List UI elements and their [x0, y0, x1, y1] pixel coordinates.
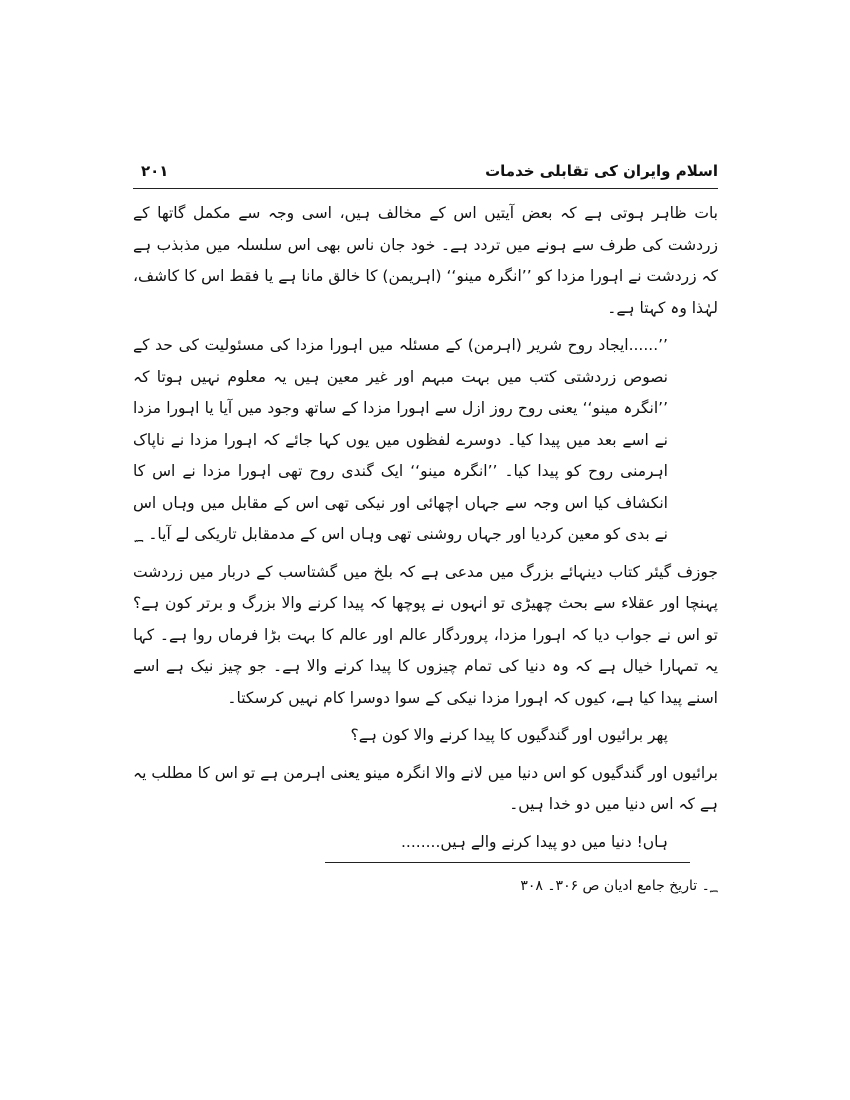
paragraph-quote: ’’......ایجاد روح شریر (اہرمن) کے مسئلہ میں اہورا مزدا کی مسئولیت کی حد کے نصوص زردشتی کتب میں بہت مبہم اور غیر معین ہیں یہ معلوم نہیں ہوتا کہ ’’انگرہ مینو‘‘ یعنی روح روز ازل سے اہورا مزدا کے ساتھ وجود میں آیا یا اہورا مزدا نے اسے بعد میں پیدا کیا۔ دوسرے لفظوں میں یوں کہا جائے کہ اہورا مزدا نے ناپاک اہرمنی روح کو پیدا کیا۔ ’’انگرہ مینو‘‘ ایک گندی روح تھی اہورا مزدا نے اس کا انکشاف کیا اس وجہ سے جہاں اچھائی اور نیکی تھی اس کے مقابل میں وہاں اس نے بدی کو معین کردیا اور جہاں روشنی تھی وہاں اس کے مدمقابل تاریکی لے آیا۔ ؁: [133, 336, 668, 543]
footnote-rule: [325, 862, 690, 863]
paragraph: برائیوں اور گندگیوں کو اس دنیا میں لانے والا انگرہ مینو یعنی اہرمن ہے تو اس کا مطلب یہ ہے کہ اس دنیا میں دو خدا ہیں۔: [133, 763, 718, 813]
header-rule: [133, 188, 718, 189]
paragraph-answer: ہاں! دنیا میں دو پیدا کرنے والے ہیں........: [400, 832, 668, 851]
page-number: ۲۰۱: [141, 162, 169, 180]
paragraph: جوزف گیئر کتاب دینہائے بزرگ میں مدعی ہے کہ بلخ میں گشتاسب کے دربار میں زردشت پہنچا اور عقلاء سے بحث چھیڑی تو انہوں نے پوچھا کہ پیدا کرنے والا بزرگ و برتر کون ہے؟ تو اس نے جواب دیا کہ اہورا مزدا، پروردگار عالم اور عالم کا بہت بڑا فرماں روا ہے۔ کہا یہ تمہارا خیال ہے کہ وہ دنیا کی تمام چیزوں کا پیدا کرنے والا ہے۔ جو چیز نیک ہے اسے اسنے پیدا کیا ہے، کیوں کہ اہورا مزدا نیکی کے سوا دوسرا کام نہیں کرسکتا۔: [133, 562, 718, 707]
running-title: اسلام وایران کی تقابلی خدمات: [485, 162, 718, 180]
footnote: ؁۔ تاریخ جامع ادیان ص ۳۰۶۔ ۳۰۸: [520, 878, 718, 894]
paragraph: بات ظاہر ہوتی ہے کہ بعض آیتیں اس کے مخالف ہیں، اسی وجہ سے مکمل گاتھا کے زردشت کی طرف سے ہونے میں تردد ہے۔ خود جان ناس بھی اس سلسلہ میں مذبذب ہے کہ زردشت نے اہورا مزدا کو ’’انگرہ مینو‘‘ (اہریمن) کا خالق مانا ہے یا فقط اس کا کاشف، لہٰذا وہ کہتا ہے۔: [133, 204, 718, 317]
paragraph-question: پھر برائیوں اور گندگیوں کا پیدا کرنے والا کون ہے؟: [350, 726, 668, 744]
body-text: [133, 198, 718, 864]
page-header: [133, 162, 718, 186]
